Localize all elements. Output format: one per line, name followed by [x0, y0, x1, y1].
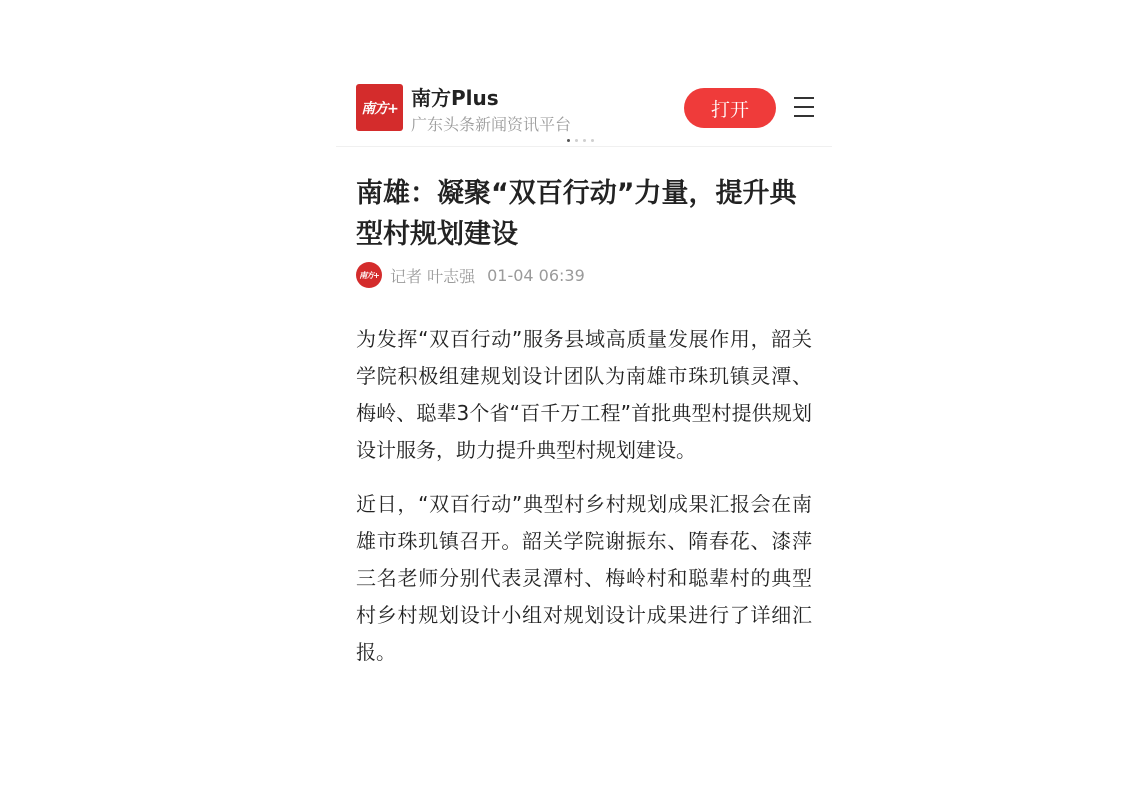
carousel-dot [583, 139, 586, 142]
article [336, 173, 832, 671]
article-author: 记者 叶志强 [390, 266, 476, 286]
app-subtitle: 广东头条新闻资讯平台 [411, 115, 572, 134]
open-app-button[interactable]: 打开 [684, 88, 776, 128]
carousel-dot-active [567, 139, 570, 142]
article-meta [356, 261, 812, 289]
source-logo-icon: 南方+ [356, 262, 382, 288]
carousel-dot [575, 139, 578, 142]
carousel-dot [591, 139, 594, 142]
logo-mark: 南方+ [361, 100, 398, 117]
mobile-article-view [336, 70, 832, 671]
article-paragraph: 近日，“双百行动”典型村乡村规划成果汇报会在南雄市珠玑镇召开。韶关学院谢振东、隋春花、漆萍三名老师分别代表灵潭村、梅岭村和聪辈村的典型村乡村规划设计小组对规划设计成果进行了详细汇报。 [356, 492, 812, 664]
article-paragraph: 为发挥“双百行动”服务县域高质量发展作用，韶关学院积极组建规划设计团队为南雄市珠玑镇灵潭、梅岭、聪辈3个省“百千万工程”首批典型村提供规划设计服务，助力提升典型村规划建设。 [356, 327, 812, 462]
app-header [336, 70, 832, 147]
article-time: 01-04 06:39 [487, 265, 585, 285]
article-title: 南雄：凝聚“双百行动”力量，提升典型村规划建设 [356, 178, 797, 250]
hamburger-menu-icon[interactable] [794, 96, 814, 118]
app-name: 南方Plus [411, 86, 499, 110]
app-logo[interactable] [356, 84, 403, 131]
carousel-indicator [567, 139, 594, 142]
